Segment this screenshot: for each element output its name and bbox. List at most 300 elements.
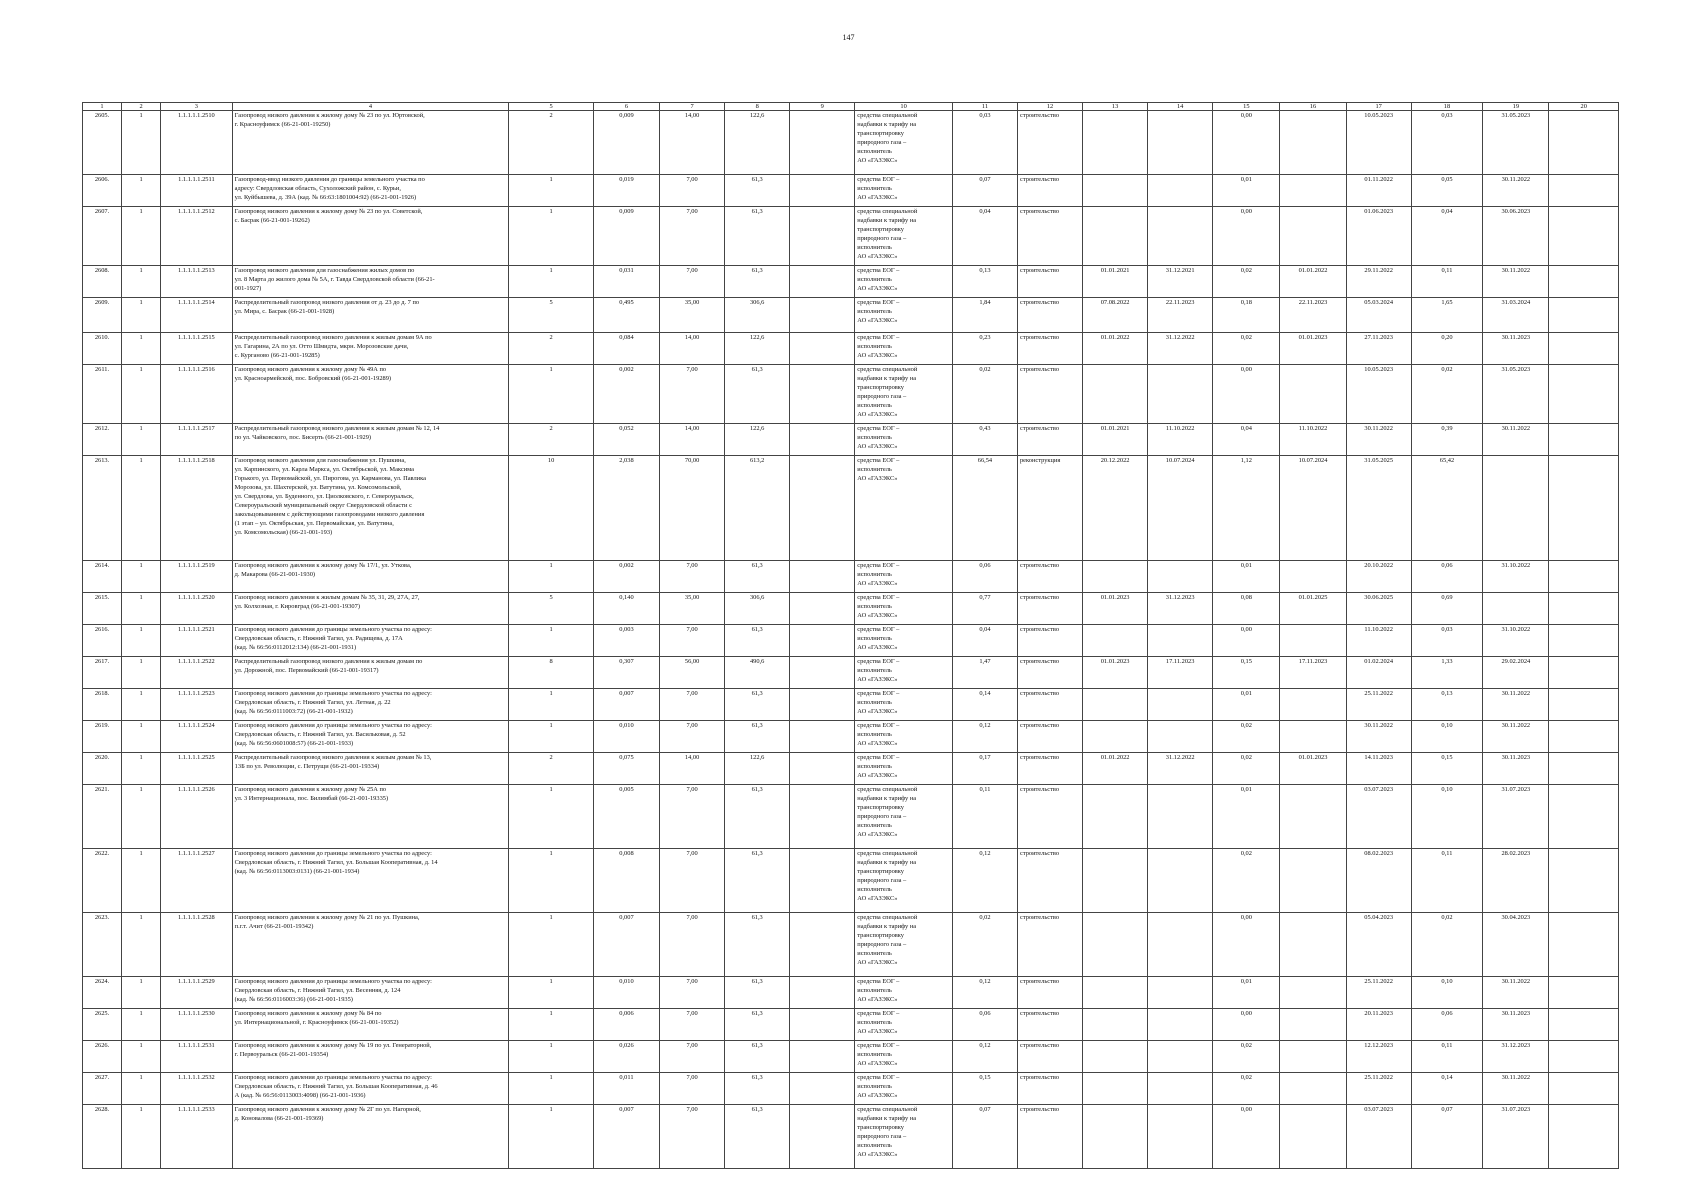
table-cell: 01.01.2023 bbox=[1083, 657, 1148, 689]
table-cell bbox=[1549, 456, 1619, 561]
table-cell bbox=[1148, 1073, 1213, 1105]
table-cell bbox=[1083, 977, 1148, 1009]
table-cell bbox=[790, 333, 855, 365]
table-cell: 0,140 bbox=[593, 593, 659, 625]
table-cell: 0,13 bbox=[952, 266, 1017, 298]
table-cell: 7,00 bbox=[660, 849, 725, 913]
table-cell: 7,00 bbox=[660, 689, 725, 721]
table-cell: 17.11.2023 bbox=[1280, 657, 1346, 689]
table-cell: реконструкция bbox=[1017, 456, 1082, 561]
table-cell: 0,04 bbox=[952, 207, 1017, 266]
table-cell bbox=[1549, 689, 1619, 721]
table-row bbox=[83, 175, 1619, 207]
table-cell: 1.1.1.1.1.2531 bbox=[161, 1041, 233, 1073]
table-cell: 1 bbox=[122, 111, 161, 175]
column-number: 3 bbox=[161, 103, 233, 111]
table-cell bbox=[790, 456, 855, 561]
table-row bbox=[83, 456, 1619, 561]
table-cell: 30.11.2022 bbox=[1483, 1073, 1549, 1105]
table-cell bbox=[1280, 913, 1346, 977]
table-cell: средства ЕОГ – исполнитель АО «ГАЗЭКС» bbox=[855, 721, 953, 753]
table-cell: 1 bbox=[122, 561, 161, 593]
table-cell: 11.10.2022 bbox=[1148, 424, 1213, 456]
table-cell: 0,77 bbox=[952, 593, 1017, 625]
table-cell: 25.11.2022 bbox=[1346, 689, 1411, 721]
table-cell: 01.01.2022 bbox=[1083, 753, 1148, 785]
table-cell bbox=[790, 689, 855, 721]
table-cell: 1,84 bbox=[952, 298, 1017, 333]
table-cell: строительство bbox=[1017, 175, 1082, 207]
table-cell bbox=[1083, 1105, 1148, 1169]
table-cell: 31.12.2023 bbox=[1483, 1041, 1549, 1073]
table-cell: строительство bbox=[1017, 298, 1082, 333]
table-cell: 1,33 bbox=[1411, 657, 1483, 689]
table-cell: средства ЕОГ – исполнитель АО «ГАЗЭКС» bbox=[855, 175, 953, 207]
table-cell: 25.11.2022 bbox=[1346, 1073, 1411, 1105]
column-number: 5 bbox=[509, 103, 594, 111]
table-cell: Газопровод низкого давления к жилому дому № 21 по ул. Пушкина, п.г.т. Ачит (66-21-001-19342) bbox=[232, 913, 509, 977]
table-cell: 0,01 bbox=[1213, 561, 1280, 593]
table-cell: 2618. bbox=[83, 689, 122, 721]
column-number: 2 bbox=[122, 103, 161, 111]
table-cell: 7,00 bbox=[660, 207, 725, 266]
table-cell bbox=[790, 977, 855, 1009]
table-cell bbox=[1148, 977, 1213, 1009]
table-row bbox=[83, 333, 1619, 365]
table-cell: 01.01.2023 bbox=[1280, 333, 1346, 365]
table-cell: 1,12 bbox=[1213, 456, 1280, 561]
table-cell: 31.12.2021 bbox=[1148, 266, 1213, 298]
table-cell: средства ЕОГ – исполнитель АО «ГАЗЭКС» bbox=[855, 1041, 953, 1073]
table-cell: 0,14 bbox=[952, 689, 1017, 721]
table-cell bbox=[1549, 593, 1619, 625]
table-cell: 0,02 bbox=[1213, 266, 1280, 298]
table-cell: 61,3 bbox=[725, 561, 790, 593]
table-cell: 0,12 bbox=[952, 721, 1017, 753]
table-cell bbox=[1083, 111, 1148, 175]
table-cell: 10 bbox=[509, 456, 594, 561]
table-cell: 1 bbox=[509, 1009, 594, 1041]
table-cell: средства ЕОГ – исполнитель АО «ГАЗЭКС» bbox=[855, 625, 953, 657]
table-row bbox=[83, 785, 1619, 849]
table-cell bbox=[1083, 689, 1148, 721]
column-number: 18 bbox=[1411, 103, 1483, 111]
table-cell: 1 bbox=[122, 721, 161, 753]
table-cell: 0,002 bbox=[593, 561, 659, 593]
table-cell bbox=[1483, 456, 1549, 561]
table-cell: Распределительный газопровод низкого давления к жилым домам по ул. Дорожной, пос. Первомайский (66-21-001-19317) bbox=[232, 657, 509, 689]
table-cell bbox=[1148, 561, 1213, 593]
table-cell: 0,02 bbox=[1213, 753, 1280, 785]
table-cell: 1.1.1.1.1.2510 bbox=[161, 111, 233, 175]
table-cell: 1 bbox=[122, 1009, 161, 1041]
table-cell: 1 bbox=[122, 456, 161, 561]
table-cell: 2614. bbox=[83, 561, 122, 593]
table-cell: 70,00 bbox=[660, 456, 725, 561]
table-cell: 1.1.1.1.1.2529 bbox=[161, 977, 233, 1009]
table-cell: 1,65 bbox=[1411, 298, 1483, 333]
table-cell: 0,01 bbox=[1213, 175, 1280, 207]
table-cell: 17.11.2023 bbox=[1148, 657, 1213, 689]
table-cell bbox=[1280, 977, 1346, 1009]
table-row bbox=[83, 977, 1619, 1009]
table-cell: Газопровод низкого давления к жилому дому № 23 по ул. Советской, с. Басрак (66-21-001-19262) bbox=[232, 207, 509, 266]
table-cell: 10.05.2023 bbox=[1346, 365, 1411, 424]
table-cell: 14,00 bbox=[660, 111, 725, 175]
table-cell: 0,075 bbox=[593, 753, 659, 785]
table-cell: 61,3 bbox=[725, 365, 790, 424]
table-cell: 2617. bbox=[83, 657, 122, 689]
table-cell: Газопровод низкого давления для газоснабжения жилых домов по ул. 8 Марта до жилого дома № 5А, г. Тавда Свердловской области (66-21- 001-1927) bbox=[232, 266, 509, 298]
table-cell: 7,00 bbox=[660, 785, 725, 849]
table-cell: 2610. bbox=[83, 333, 122, 365]
table-cell: 14.11.2023 bbox=[1346, 753, 1411, 785]
column-number: 10 bbox=[855, 103, 953, 111]
table-cell bbox=[1549, 365, 1619, 424]
table-cell: 0,00 bbox=[1213, 913, 1280, 977]
table-cell: Газопровод низкого давления до границы земельного участка по адресу: Свердловская область, г. Нижний Тагил, ул. Летная, д. 22 (кад. № 66:56:0111003:72) (66-21-001-1932) bbox=[232, 689, 509, 721]
table-cell: 0,04 bbox=[1411, 207, 1483, 266]
table-cell: 7,00 bbox=[660, 977, 725, 1009]
table-cell: средства специальной надбавки к тарифу на транспортировку природного газа – исполнитель АО «ГАЗЭКС» bbox=[855, 365, 953, 424]
table-cell bbox=[1280, 625, 1346, 657]
table-cell: 1.1.1.1.1.2518 bbox=[161, 456, 233, 561]
table-cell: средства специальной надбавки к тарифу на транспортировку природного газа – исполнитель АО «ГАЗЭКС» bbox=[855, 785, 953, 849]
column-number: 16 bbox=[1280, 103, 1346, 111]
column-number: 6 bbox=[593, 103, 659, 111]
table-cell: 1 bbox=[509, 721, 594, 753]
table-cell: 0,11 bbox=[952, 785, 1017, 849]
table-cell bbox=[1280, 561, 1346, 593]
table-cell: строительство bbox=[1017, 561, 1082, 593]
table-cell: 0,02 bbox=[952, 365, 1017, 424]
table-cell: 31.12.2022 bbox=[1148, 333, 1213, 365]
table-cell: строительство bbox=[1017, 657, 1082, 689]
table-cell: строительство bbox=[1017, 913, 1082, 977]
table-cell: Газопровод низкого давления к жилому дому № 25А по ул. 3 Интернационала, пос. Билимбай (66-21-001-19335) bbox=[232, 785, 509, 849]
table-cell: 2 bbox=[509, 424, 594, 456]
table-cell: 0,03 bbox=[952, 111, 1017, 175]
table-cell bbox=[1148, 1041, 1213, 1073]
table-cell: 2622. bbox=[83, 849, 122, 913]
table-cell: 1 bbox=[122, 333, 161, 365]
table-cell: 7,00 bbox=[660, 365, 725, 424]
table-cell: 0,07 bbox=[952, 175, 1017, 207]
table-cell: 0,15 bbox=[1213, 657, 1280, 689]
table-cell: 61,3 bbox=[725, 1105, 790, 1169]
table-row bbox=[83, 849, 1619, 913]
table-cell: 61,3 bbox=[725, 266, 790, 298]
table-cell: 31.07.2023 bbox=[1483, 1105, 1549, 1169]
table-cell: 61,3 bbox=[725, 913, 790, 977]
table-row bbox=[83, 1009, 1619, 1041]
column-number: 13 bbox=[1083, 103, 1148, 111]
table-cell bbox=[1549, 785, 1619, 849]
table-cell: 14,00 bbox=[660, 753, 725, 785]
investment-program-table bbox=[82, 102, 1619, 1169]
table-cell: 14,00 bbox=[660, 333, 725, 365]
table-cell: 1 bbox=[122, 849, 161, 913]
table-cell: 0,307 bbox=[593, 657, 659, 689]
table-cell: средства специальной надбавки к тарифу на транспортировку природного газа – исполнитель АО «ГАЗЭКС» bbox=[855, 111, 953, 175]
table-cell: 0,00 bbox=[1213, 111, 1280, 175]
table-cell: строительство bbox=[1017, 977, 1082, 1009]
table-cell: 1 bbox=[509, 849, 594, 913]
table-cell bbox=[1483, 593, 1549, 625]
table-row bbox=[83, 111, 1619, 175]
table-cell bbox=[1549, 1073, 1619, 1105]
table-cell: 1.1.1.1.1.2514 bbox=[161, 298, 233, 333]
table-cell: 122,6 bbox=[725, 111, 790, 175]
table-cell bbox=[790, 1073, 855, 1105]
table-cell: 01.11.2022 bbox=[1346, 175, 1411, 207]
table-cell bbox=[1549, 849, 1619, 913]
table-cell: 2623. bbox=[83, 913, 122, 977]
table-cell: 1.1.1.1.1.2520 bbox=[161, 593, 233, 625]
table-cell: Газопровод низкого давления к жилым домам № 35, 31, 29, 27А, 27, ул. Колхозная, г. Кировград (66-21-001-19307) bbox=[232, 593, 509, 625]
table-cell bbox=[1549, 111, 1619, 175]
table-cell: 0,10 bbox=[1411, 785, 1483, 849]
table-cell: 306,6 bbox=[725, 593, 790, 625]
table-row bbox=[83, 1105, 1619, 1169]
table-cell: средства ЕОГ – исполнитель АО «ГАЗЭКС» bbox=[855, 657, 953, 689]
table-cell bbox=[1280, 175, 1346, 207]
page-number: 147 bbox=[842, 33, 855, 42]
table-cell bbox=[1148, 913, 1213, 977]
table-cell: 20.10.2022 bbox=[1346, 561, 1411, 593]
table-cell: 12.12.2023 bbox=[1346, 1041, 1411, 1073]
table-cell: 0,15 bbox=[1411, 753, 1483, 785]
column-number: 7 bbox=[660, 103, 725, 111]
header-row bbox=[83, 103, 1619, 111]
table-row bbox=[83, 625, 1619, 657]
table-cell: Газопровод низкого давления к жилому дому № 2Г по ул. Нагорной, д. Коновалова (66-21-001-19369) bbox=[232, 1105, 509, 1169]
table-cell: 0,009 bbox=[593, 111, 659, 175]
table-cell: 0,05 bbox=[1411, 175, 1483, 207]
table-cell: 01.01.2023 bbox=[1083, 593, 1148, 625]
table-cell: 0,17 bbox=[952, 753, 1017, 785]
table-cell: 61,3 bbox=[725, 625, 790, 657]
table-cell: 0,04 bbox=[952, 625, 1017, 657]
table-cell: 61,3 bbox=[725, 175, 790, 207]
table-cell: 30.04.2023 bbox=[1483, 913, 1549, 977]
table-cell: 05.04.2023 bbox=[1346, 913, 1411, 977]
table-cell: строительство bbox=[1017, 625, 1082, 657]
table-row bbox=[83, 1073, 1619, 1105]
table-cell: 0,00 bbox=[1213, 1105, 1280, 1169]
table-cell: 2 bbox=[509, 753, 594, 785]
table-cell: 0,10 bbox=[1411, 977, 1483, 1009]
table-cell: 1 bbox=[122, 689, 161, 721]
table-cell: 28.02.2023 bbox=[1483, 849, 1549, 913]
table-cell: 7,00 bbox=[660, 175, 725, 207]
table-cell: 20.12.2022 bbox=[1083, 456, 1148, 561]
table-cell: 2 bbox=[509, 333, 594, 365]
table-cell: 0,18 bbox=[1213, 298, 1280, 333]
table-cell: 0,084 bbox=[593, 333, 659, 365]
table-cell: Распределительный газопровод низкого давления к жилым домам № 12, 14 по ул. Чайковского, пос. Бисерть (66-21-001-1929) bbox=[232, 424, 509, 456]
table-cell: 1 bbox=[122, 977, 161, 1009]
table-cell bbox=[1280, 1009, 1346, 1041]
table-cell bbox=[1280, 849, 1346, 913]
table-cell bbox=[790, 785, 855, 849]
table-cell: 30.11.2022 bbox=[1483, 266, 1549, 298]
table-cell: 2607. bbox=[83, 207, 122, 266]
table-cell bbox=[1083, 1073, 1148, 1105]
table-cell bbox=[1148, 721, 1213, 753]
table-cell: 0,03 bbox=[1411, 111, 1483, 175]
table-cell: Газопровод низкого давления к жилому дому № 49А по ул. Красноармейской, пос. Бобровский (66-21-001-19289) bbox=[232, 365, 509, 424]
table-cell: 0,11 bbox=[1411, 849, 1483, 913]
table-cell: средства ЕОГ – исполнитель АО «ГАЗЭКС» bbox=[855, 1073, 953, 1105]
table-cell: 35,00 bbox=[660, 593, 725, 625]
table-cell: 27.11.2023 bbox=[1346, 333, 1411, 365]
table-cell: 1 bbox=[122, 657, 161, 689]
table-cell: 1.1.1.1.1.2533 bbox=[161, 1105, 233, 1169]
table-cell bbox=[1083, 849, 1148, 913]
table-cell: 1.1.1.1.1.2521 bbox=[161, 625, 233, 657]
table-cell: 0,15 bbox=[952, 1073, 1017, 1105]
table-cell: 30.11.2023 bbox=[1483, 753, 1549, 785]
table-cell: 0,007 bbox=[593, 689, 659, 721]
table-cell: 0,010 bbox=[593, 721, 659, 753]
table-row bbox=[83, 365, 1619, 424]
table-cell: строительство bbox=[1017, 1105, 1082, 1169]
table-cell: 1 bbox=[509, 365, 594, 424]
table-cell: 1.1.1.1.1.2522 bbox=[161, 657, 233, 689]
table-cell: строительство bbox=[1017, 1009, 1082, 1041]
table-cell bbox=[1148, 625, 1213, 657]
table-cell bbox=[790, 111, 855, 175]
table-cell: 30.11.2022 bbox=[1483, 175, 1549, 207]
table-cell: 22.11.2023 bbox=[1280, 298, 1346, 333]
table-cell: 2625. bbox=[83, 1009, 122, 1041]
table-cell bbox=[1549, 625, 1619, 657]
table-cell: строительство bbox=[1017, 207, 1082, 266]
table-cell: 0,02 bbox=[952, 913, 1017, 977]
table-cell: 0,03 bbox=[1411, 625, 1483, 657]
table-cell: 1.1.1.1.1.2528 bbox=[161, 913, 233, 977]
table-cell: 1 bbox=[509, 1073, 594, 1105]
table-cell bbox=[790, 207, 855, 266]
table-cell: средства ЕОГ – исполнитель АО «ГАЗЭКС» bbox=[855, 977, 953, 1009]
table-cell: Газопровод низкого давления к жилому дому № 23 по ул. Юртовской, г. Красноуфимск (66-21-001-19250) bbox=[232, 111, 509, 175]
table-cell bbox=[790, 266, 855, 298]
table-cell: 1.1.1.1.1.2523 bbox=[161, 689, 233, 721]
table-cell bbox=[790, 625, 855, 657]
table-cell: средства специальной надбавки к тарифу на транспортировку природного газа – исполнитель АО «ГАЗЭКС» bbox=[855, 1105, 953, 1169]
table-cell: 1.1.1.1.1.2517 bbox=[161, 424, 233, 456]
table-cell bbox=[1083, 785, 1148, 849]
table-cell: 01.01.2021 bbox=[1083, 266, 1148, 298]
table-cell: строительство bbox=[1017, 721, 1082, 753]
table-cell: 2613. bbox=[83, 456, 122, 561]
table-cell bbox=[1280, 1073, 1346, 1105]
table-cell: строительство bbox=[1017, 689, 1082, 721]
table-cell: 1.1.1.1.1.2512 bbox=[161, 207, 233, 266]
table-cell: Распределительный газопровод низкого давления к жилым домам 9А по ул. Гагарина, 2А по ул. Отто Шмидта, мкрн. Морозовские дачи, с. Курганово (66-21-001-19285) bbox=[232, 333, 509, 365]
table-cell: Газопровод низкого давления до границы земельного участка по адресу: Свердловская область, г. Нижний Тагил, ул. Весенняя, д. 124 (кад. № 66:56:0116003:36) (66-21-001-1935) bbox=[232, 977, 509, 1009]
table-cell: 30.11.2022 bbox=[1483, 721, 1549, 753]
table-cell: 0,06 bbox=[1411, 561, 1483, 593]
table-cell: 05.03.2024 bbox=[1346, 298, 1411, 333]
table-cell: 122,6 bbox=[725, 424, 790, 456]
table-cell: строительство bbox=[1017, 266, 1082, 298]
table-cell: 0,02 bbox=[1213, 333, 1280, 365]
table-cell bbox=[1083, 561, 1148, 593]
table-cell: 0,006 bbox=[593, 1009, 659, 1041]
table-cell: 0,02 bbox=[1411, 913, 1483, 977]
table-cell: 1 bbox=[509, 175, 594, 207]
table-row bbox=[83, 207, 1619, 266]
table-cell: 7,00 bbox=[660, 913, 725, 977]
column-number: 17 bbox=[1346, 103, 1411, 111]
table-cell: 1 bbox=[122, 207, 161, 266]
table-cell: 2609. bbox=[83, 298, 122, 333]
table-cell: 01.01.2022 bbox=[1083, 333, 1148, 365]
table-cell: 0,43 bbox=[952, 424, 1017, 456]
table-cell: 0,007 bbox=[593, 1105, 659, 1169]
table-cell bbox=[1549, 657, 1619, 689]
table-cell: 31.05.2023 bbox=[1483, 365, 1549, 424]
table-cell bbox=[1280, 365, 1346, 424]
table-cell: 0,011 bbox=[593, 1073, 659, 1105]
table-cell: 2627. bbox=[83, 1073, 122, 1105]
table-cell bbox=[1148, 1105, 1213, 1169]
table-cell: 08.02.2023 bbox=[1346, 849, 1411, 913]
table-cell bbox=[1549, 1009, 1619, 1041]
table-cell bbox=[1148, 365, 1213, 424]
table-cell: 1 bbox=[122, 913, 161, 977]
table-cell bbox=[1549, 207, 1619, 266]
table-cell: 1 bbox=[509, 625, 594, 657]
table-cell: строительство bbox=[1017, 1073, 1082, 1105]
table-cell: средства ЕОГ – исполнитель АО «ГАЗЭКС» bbox=[855, 266, 953, 298]
table-cell: 1 bbox=[509, 977, 594, 1009]
table-cell: 22.11.2023 bbox=[1148, 298, 1213, 333]
table-cell bbox=[1280, 1041, 1346, 1073]
table-cell: 30.11.2022 bbox=[1483, 424, 1549, 456]
table-cell bbox=[1549, 721, 1619, 753]
table-cell: средства ЕОГ – исполнитель АО «ГАЗЭКС» bbox=[855, 689, 953, 721]
table-cell: 0,02 bbox=[1411, 365, 1483, 424]
table-cell: средства ЕОГ – исполнитель АО «ГАЗЭКС» bbox=[855, 424, 953, 456]
table-cell bbox=[1148, 689, 1213, 721]
table-cell: строительство bbox=[1017, 333, 1082, 365]
table-cell: 1 bbox=[122, 593, 161, 625]
table-cell: 56,00 bbox=[660, 657, 725, 689]
table-row bbox=[83, 913, 1619, 977]
table-cell bbox=[790, 753, 855, 785]
table-cell: 0,06 bbox=[1411, 1009, 1483, 1041]
table-row bbox=[83, 424, 1619, 456]
column-number: 19 bbox=[1483, 103, 1549, 111]
table-row bbox=[83, 721, 1619, 753]
table-cell: 1 bbox=[122, 1041, 161, 1073]
table-cell: 31.10.2022 bbox=[1483, 625, 1549, 657]
table-row bbox=[83, 753, 1619, 785]
table-cell: средства специальной надбавки к тарифу на транспортировку природного газа – исполнитель АО «ГАЗЭКС» bbox=[855, 207, 953, 266]
table-cell: 1 bbox=[122, 266, 161, 298]
table-cell: 14,00 bbox=[660, 424, 725, 456]
table-cell: 31.12.2023 bbox=[1148, 593, 1213, 625]
table-cell: 25.11.2022 bbox=[1346, 977, 1411, 1009]
table-cell: 5 bbox=[509, 593, 594, 625]
table-cell: 0,495 bbox=[593, 298, 659, 333]
table-cell: 0,02 bbox=[1213, 849, 1280, 913]
table-cell: Газопровод низкого давления к жилому дому № 84 по ул. Интернациональной, г. Красноуфимск (66-21-001-19352) bbox=[232, 1009, 509, 1041]
table-cell: 7,00 bbox=[660, 1105, 725, 1169]
